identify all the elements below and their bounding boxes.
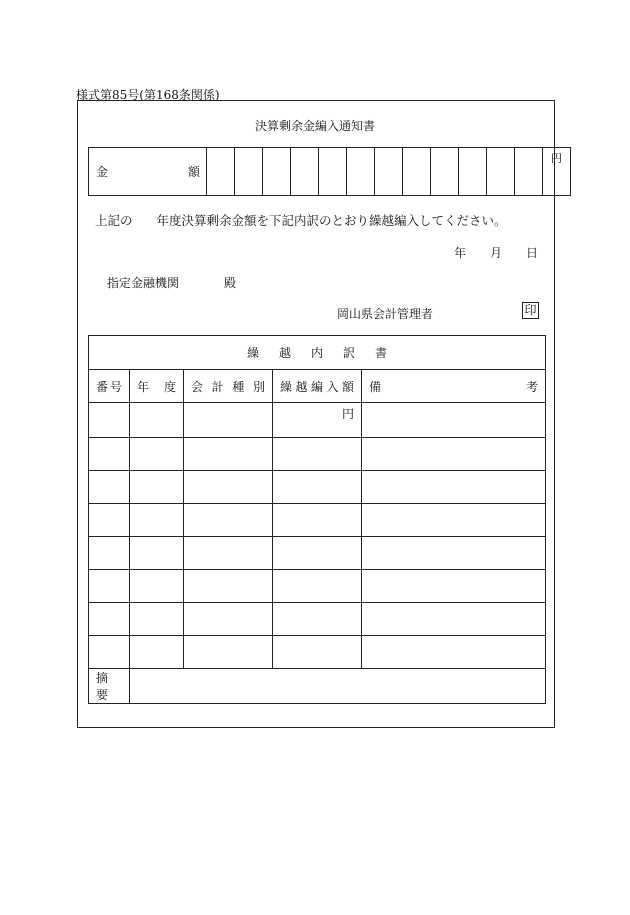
number-cell[interactable] xyxy=(89,537,130,570)
instruction-part2: 年度決算剰余金額を下記内訳のとおり繰越編入してください。 xyxy=(156,213,507,228)
date-year: 年 xyxy=(454,246,467,260)
number-cell[interactable] xyxy=(89,636,130,669)
amount-cell[interactable] xyxy=(273,603,362,636)
table-row xyxy=(89,537,546,570)
breakdown-title: 繰越内訳書 xyxy=(89,336,546,370)
account-type-cell[interactable] xyxy=(184,636,273,669)
amount-digit-cell[interactable] xyxy=(487,148,515,196)
amount-digit-cell[interactable] xyxy=(403,148,431,196)
note-cell[interactable] xyxy=(362,537,546,570)
year-cell[interactable] xyxy=(130,471,184,504)
amount-cell[interactable] xyxy=(273,504,362,537)
year-cell[interactable] xyxy=(130,570,184,603)
header-char: 額 xyxy=(341,379,354,394)
header-char: 会 xyxy=(191,379,204,394)
amount-yen-cell[interactable] xyxy=(543,148,571,196)
account-type-cell[interactable] xyxy=(184,603,273,636)
summary-label: 摘要 xyxy=(89,669,130,704)
amount-yen-unit: 円 xyxy=(341,407,354,421)
header-char: 別 xyxy=(252,379,265,394)
header-char: 年 xyxy=(137,379,150,394)
issuer-name: 岡山県会計管理者 xyxy=(337,307,434,321)
seal-mark: 印 xyxy=(522,302,539,319)
table-row xyxy=(89,438,546,471)
date-line xyxy=(454,244,538,261)
amount-cell[interactable] xyxy=(273,537,362,570)
amount-digit-cell[interactable] xyxy=(319,148,347,196)
header-char: 計 xyxy=(211,379,224,394)
amount-digit-cell[interactable] xyxy=(291,148,319,196)
header-char: 繰 xyxy=(280,379,293,394)
amount-digit-cell[interactable] xyxy=(375,148,403,196)
header-char: 種 xyxy=(232,379,245,394)
header-char: 備 xyxy=(369,379,382,394)
year-cell[interactable] xyxy=(130,504,184,537)
header-note xyxy=(362,370,546,403)
amount-cell[interactable] xyxy=(273,636,362,669)
table-row xyxy=(89,504,546,537)
account-type-cell[interactable] xyxy=(184,570,273,603)
note-cell[interactable] xyxy=(362,471,546,504)
amount-label-left: 金 xyxy=(96,165,109,179)
table-row xyxy=(89,603,546,636)
year-cell[interactable] xyxy=(130,438,184,471)
addressee xyxy=(107,274,236,291)
header-char: 番 xyxy=(96,379,109,394)
table-row xyxy=(89,471,546,504)
header-char: 度 xyxy=(163,379,176,394)
number-cell[interactable] xyxy=(89,570,130,603)
year-cell[interactable] xyxy=(130,537,184,570)
bank-name: 指定金融機関 xyxy=(107,276,180,290)
number-cell[interactable] xyxy=(89,504,130,537)
note-cell[interactable] xyxy=(362,603,546,636)
note-cell[interactable] xyxy=(362,438,546,471)
year-cell[interactable] xyxy=(130,403,184,438)
number-cell[interactable] xyxy=(89,438,130,471)
amount-digit-cell[interactable] xyxy=(515,148,543,196)
header-year xyxy=(130,370,184,403)
note-cell[interactable] xyxy=(362,636,546,669)
table-row xyxy=(89,403,546,438)
number-cell[interactable] xyxy=(89,403,130,438)
account-type-cell[interactable] xyxy=(184,403,273,438)
table-row xyxy=(89,636,546,669)
header-char: 考 xyxy=(525,379,538,394)
form-number: 様式第85号(第168条関係) xyxy=(76,88,220,102)
instruction-part1: 上記の xyxy=(95,213,133,228)
bank-honorific: 殿 xyxy=(224,276,237,290)
header-char: 号 xyxy=(109,379,122,394)
amount-cell[interactable] xyxy=(273,438,362,471)
header-carryover-amount xyxy=(273,370,362,403)
summary-cell[interactable] xyxy=(130,669,546,704)
header-number xyxy=(89,370,130,403)
table-row xyxy=(89,570,546,603)
header-account-type xyxy=(184,370,273,403)
amount-digit-cell[interactable] xyxy=(235,148,263,196)
date-month: 月 xyxy=(489,246,502,260)
amount-cell[interactable] xyxy=(273,471,362,504)
account-type-cell[interactable] xyxy=(184,504,273,537)
amount-label-right: 額 xyxy=(187,165,200,179)
account-type-cell[interactable] xyxy=(184,537,273,570)
amount-digit-cell[interactable] xyxy=(263,148,291,196)
amount-label-cell xyxy=(89,148,207,196)
breakdown-table xyxy=(88,335,546,704)
year-cell[interactable] xyxy=(130,636,184,669)
note-cell[interactable] xyxy=(362,504,546,537)
date-day: 日 xyxy=(525,246,538,260)
amount-yen-unit: 円 xyxy=(551,152,562,165)
number-cell[interactable] xyxy=(89,471,130,504)
summary-row xyxy=(89,669,546,704)
year-cell[interactable] xyxy=(130,603,184,636)
amount-digit-cell[interactable] xyxy=(207,148,235,196)
instruction-text xyxy=(95,211,507,229)
header-char: 越 xyxy=(295,379,308,394)
account-type-cell[interactable] xyxy=(184,438,273,471)
account-type-cell[interactable] xyxy=(184,471,273,504)
note-cell[interactable] xyxy=(362,403,546,438)
amount-grid xyxy=(88,147,571,196)
amount-digit-cell[interactable] xyxy=(459,148,487,196)
number-cell[interactable] xyxy=(89,603,130,636)
amount-digit-cell[interactable] xyxy=(431,148,459,196)
amount-digit-cell[interactable] xyxy=(347,148,375,196)
header-char: 編 xyxy=(310,379,323,394)
amount-cell[interactable] xyxy=(273,570,362,603)
form-title: 決算剰余金編入通知書 xyxy=(254,119,375,133)
note-cell[interactable] xyxy=(362,570,546,603)
breakdown-header xyxy=(89,370,546,403)
header-char: 入 xyxy=(326,379,339,394)
amount-cell[interactable] xyxy=(273,403,362,438)
